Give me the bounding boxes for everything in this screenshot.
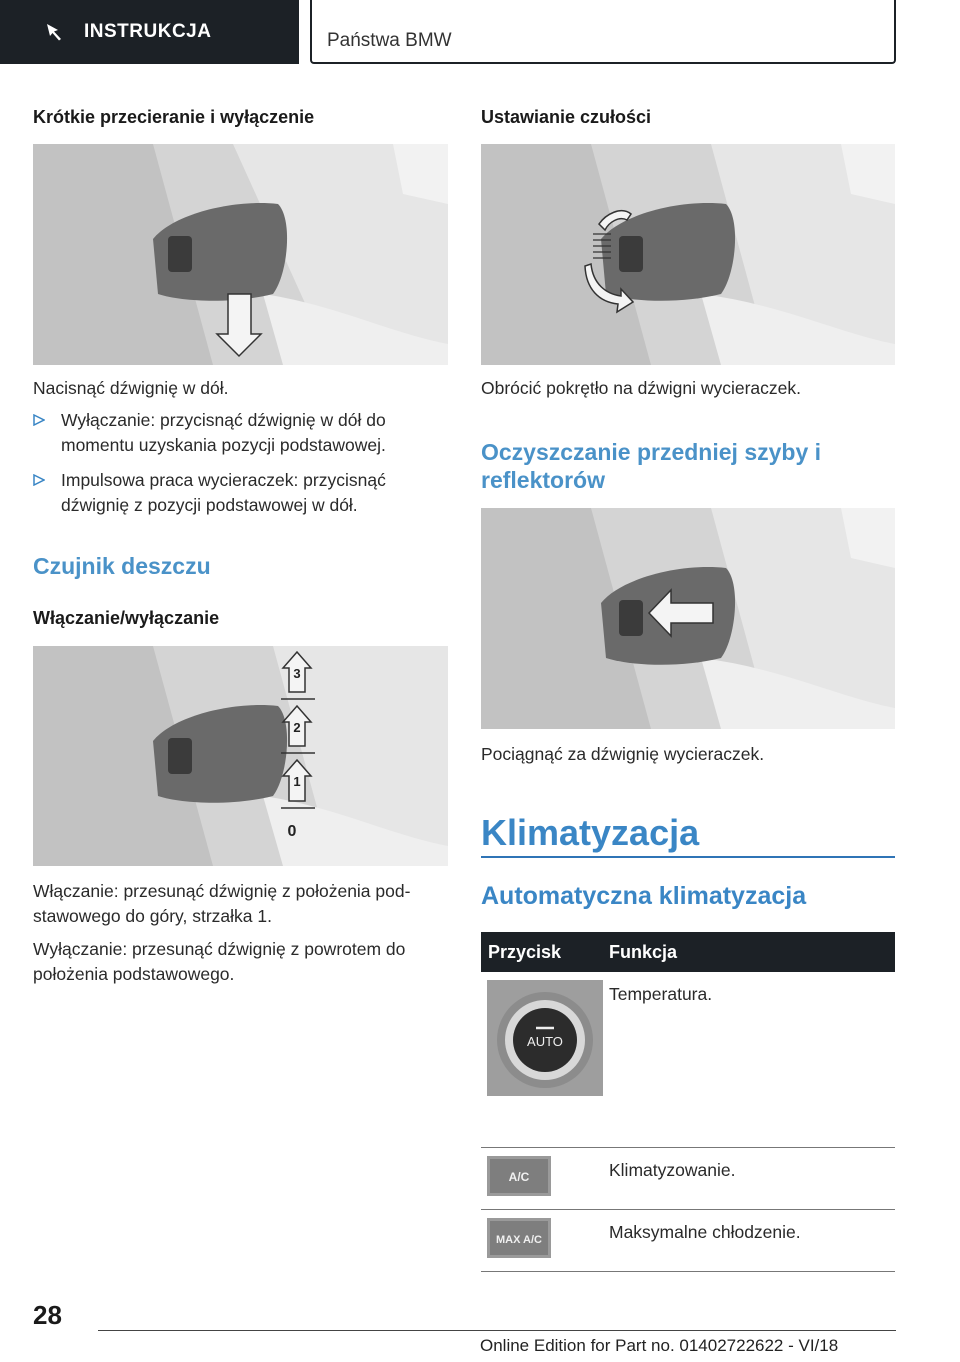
figure-pull-lever: [481, 508, 895, 729]
paragraph-switch-off: Wyłączanie: przesunąć dźwignię z powrotem do położenia podstawowego.: [33, 939, 406, 984]
figure-wiper-lever-down: [33, 144, 448, 365]
function-cell: Temperatura.: [603, 972, 895, 1147]
ac-button-icon: [487, 1156, 551, 1196]
heading-short-wipe: Krótkie przecieranie i wyłączenie: [33, 107, 315, 127]
position-label-2: 2: [293, 720, 301, 735]
heading-rule: [481, 856, 895, 858]
triangle-bullet-icon: [33, 414, 45, 426]
footer-edition: Online Edition for Part no. 01402722622 - VI/18: [480, 1336, 839, 1355]
column-header-function: Funkcja: [603, 932, 895, 972]
ac-label: A/C: [508, 1169, 530, 1184]
table-row: [481, 972, 895, 1147]
heading-rain-sensor: Czujnik deszczu: [33, 553, 211, 579]
section-title: INSTRUKCJA: [84, 21, 212, 42]
auto-dial-icon: [487, 980, 603, 1096]
position-label-1: 1: [293, 774, 301, 789]
button-cell: [481, 1147, 603, 1209]
table-row: [481, 1147, 895, 1209]
function-cell: Maksymalne chłodzenie.: [603, 1209, 895, 1271]
auto-label: AUTO: [527, 1034, 563, 1049]
heading-auto-climate: Automatyczna klimatyzacja: [481, 882, 807, 910]
section-tab[interactable]: [0, 0, 299, 64]
bullet-text: Wyłączanie: przycisnąć dźwignię w dół do momentu uzyskania pozycji podstawowej.: [61, 410, 386, 455]
max-ac-button-icon: [487, 1218, 551, 1258]
table-header-row: [481, 932, 895, 972]
position-label-3: 3: [293, 666, 301, 681]
function-cell: Klimatyzowanie.: [603, 1147, 895, 1209]
bullet-item: [33, 468, 448, 518]
bullet-text: Impulsowa praca wycieraczek: przycisnąć dźwignię z pozycji podstawowej w dół.: [61, 470, 386, 515]
heading-on-off: Włączanie/wyłączanie: [33, 608, 220, 628]
page-number: 28: [33, 1300, 62, 1330]
button-cell: [481, 1209, 603, 1271]
button-cell: [481, 972, 603, 1147]
position-label-0: 0: [287, 823, 297, 840]
heading-sensitivity: Ustawianie czułości: [481, 107, 652, 127]
climate-table: [481, 932, 895, 1272]
figure-sensitivity-dial: [481, 144, 895, 365]
paragraph-press-down: Nacisnąć dźwignię w dół.: [33, 378, 229, 398]
triangle-bullet-icon: [33, 474, 45, 486]
paragraph-turn-dial: Obrócić pokrętło na dźwigni wycieraczek.: [481, 378, 801, 398]
chapter-title: Państwa BMW: [327, 30, 452, 51]
footer-rule: [98, 1330, 896, 1331]
heading-cleaning: Oczyszczanie przedniej szyby i reflektorów: [481, 439, 822, 493]
chapter-tab[interactable]: [310, 0, 896, 64]
cursor-arrow-icon: [44, 21, 66, 43]
table-row: [481, 1209, 895, 1271]
max-ac-label: MAX A/C: [495, 1233, 543, 1246]
bullet-item: [33, 408, 448, 458]
paragraph-switch-on: Włączanie: przesunąć dźwignię z położenia podstawowego do góry, strzałka 1.: [33, 881, 411, 926]
figure-rain-sensor-positions: [33, 646, 448, 866]
paragraph-pull-lever: Pociągnąć za dźwignię wycieraczek.: [481, 744, 765, 764]
column-header-button: Przycisk: [481, 932, 603, 972]
heading-climate: Klimatyzacja: [481, 812, 700, 853]
